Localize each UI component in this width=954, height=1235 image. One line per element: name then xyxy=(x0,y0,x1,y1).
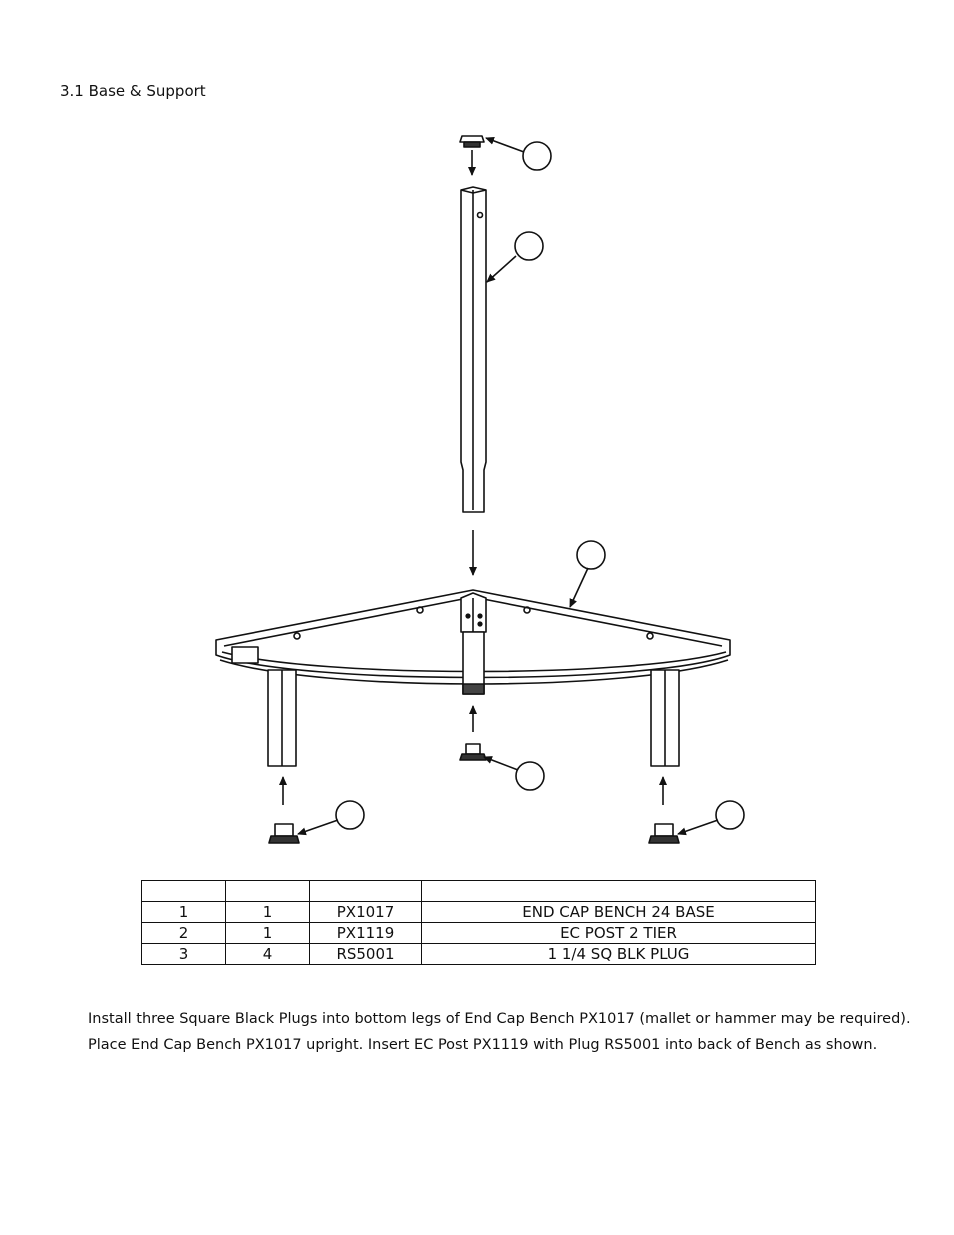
cell-part: PX1119 xyxy=(310,923,422,944)
cell-description: 1 1/4 SQ BLK PLUG xyxy=(422,944,816,965)
cell-item: 3 xyxy=(142,944,226,965)
assembly-diagram xyxy=(0,120,954,860)
cell-part: RS5001 xyxy=(310,944,422,965)
parts-table xyxy=(141,880,816,965)
table-row xyxy=(142,902,816,923)
top-plug-icon xyxy=(460,136,484,147)
section-heading: 3.1 Base & Support xyxy=(60,82,206,100)
cell-item: 1 xyxy=(142,902,226,923)
instruction-line: Install three Square Black Plugs into bottom legs of End Cap Bench PX1017 (mallet or hammer may be required). xyxy=(88,1011,911,1027)
header-item xyxy=(142,881,226,902)
square-plug-icon xyxy=(460,744,486,760)
cell-description: EC POST 2 TIER xyxy=(422,923,816,944)
cell-qty: 4 xyxy=(226,944,310,965)
header-qty xyxy=(226,881,310,902)
ec-post-icon xyxy=(461,187,486,512)
square-plug-icon xyxy=(269,824,299,843)
table-row xyxy=(142,923,816,944)
square-plug-icon xyxy=(649,824,679,843)
cell-qty: 1 xyxy=(226,923,310,944)
end-cap-bench-icon xyxy=(216,590,730,766)
callout-circle-icon xyxy=(523,142,551,170)
header-part xyxy=(310,881,422,902)
header-description xyxy=(422,881,816,902)
table-header-row xyxy=(142,881,816,902)
cell-qty: 1 xyxy=(226,902,310,923)
cell-part: PX1017 xyxy=(310,902,422,923)
cell-description: END CAP BENCH 24 BASE xyxy=(422,902,816,923)
cell-item: 2 xyxy=(142,923,226,944)
instructions xyxy=(88,1006,911,1058)
instruction-line: Place End Cap Bench PX1017 upright. Insert EC Post PX1119 with Plug RS5001 into back of Bench as shown. xyxy=(88,1037,878,1053)
table-row xyxy=(142,944,816,965)
